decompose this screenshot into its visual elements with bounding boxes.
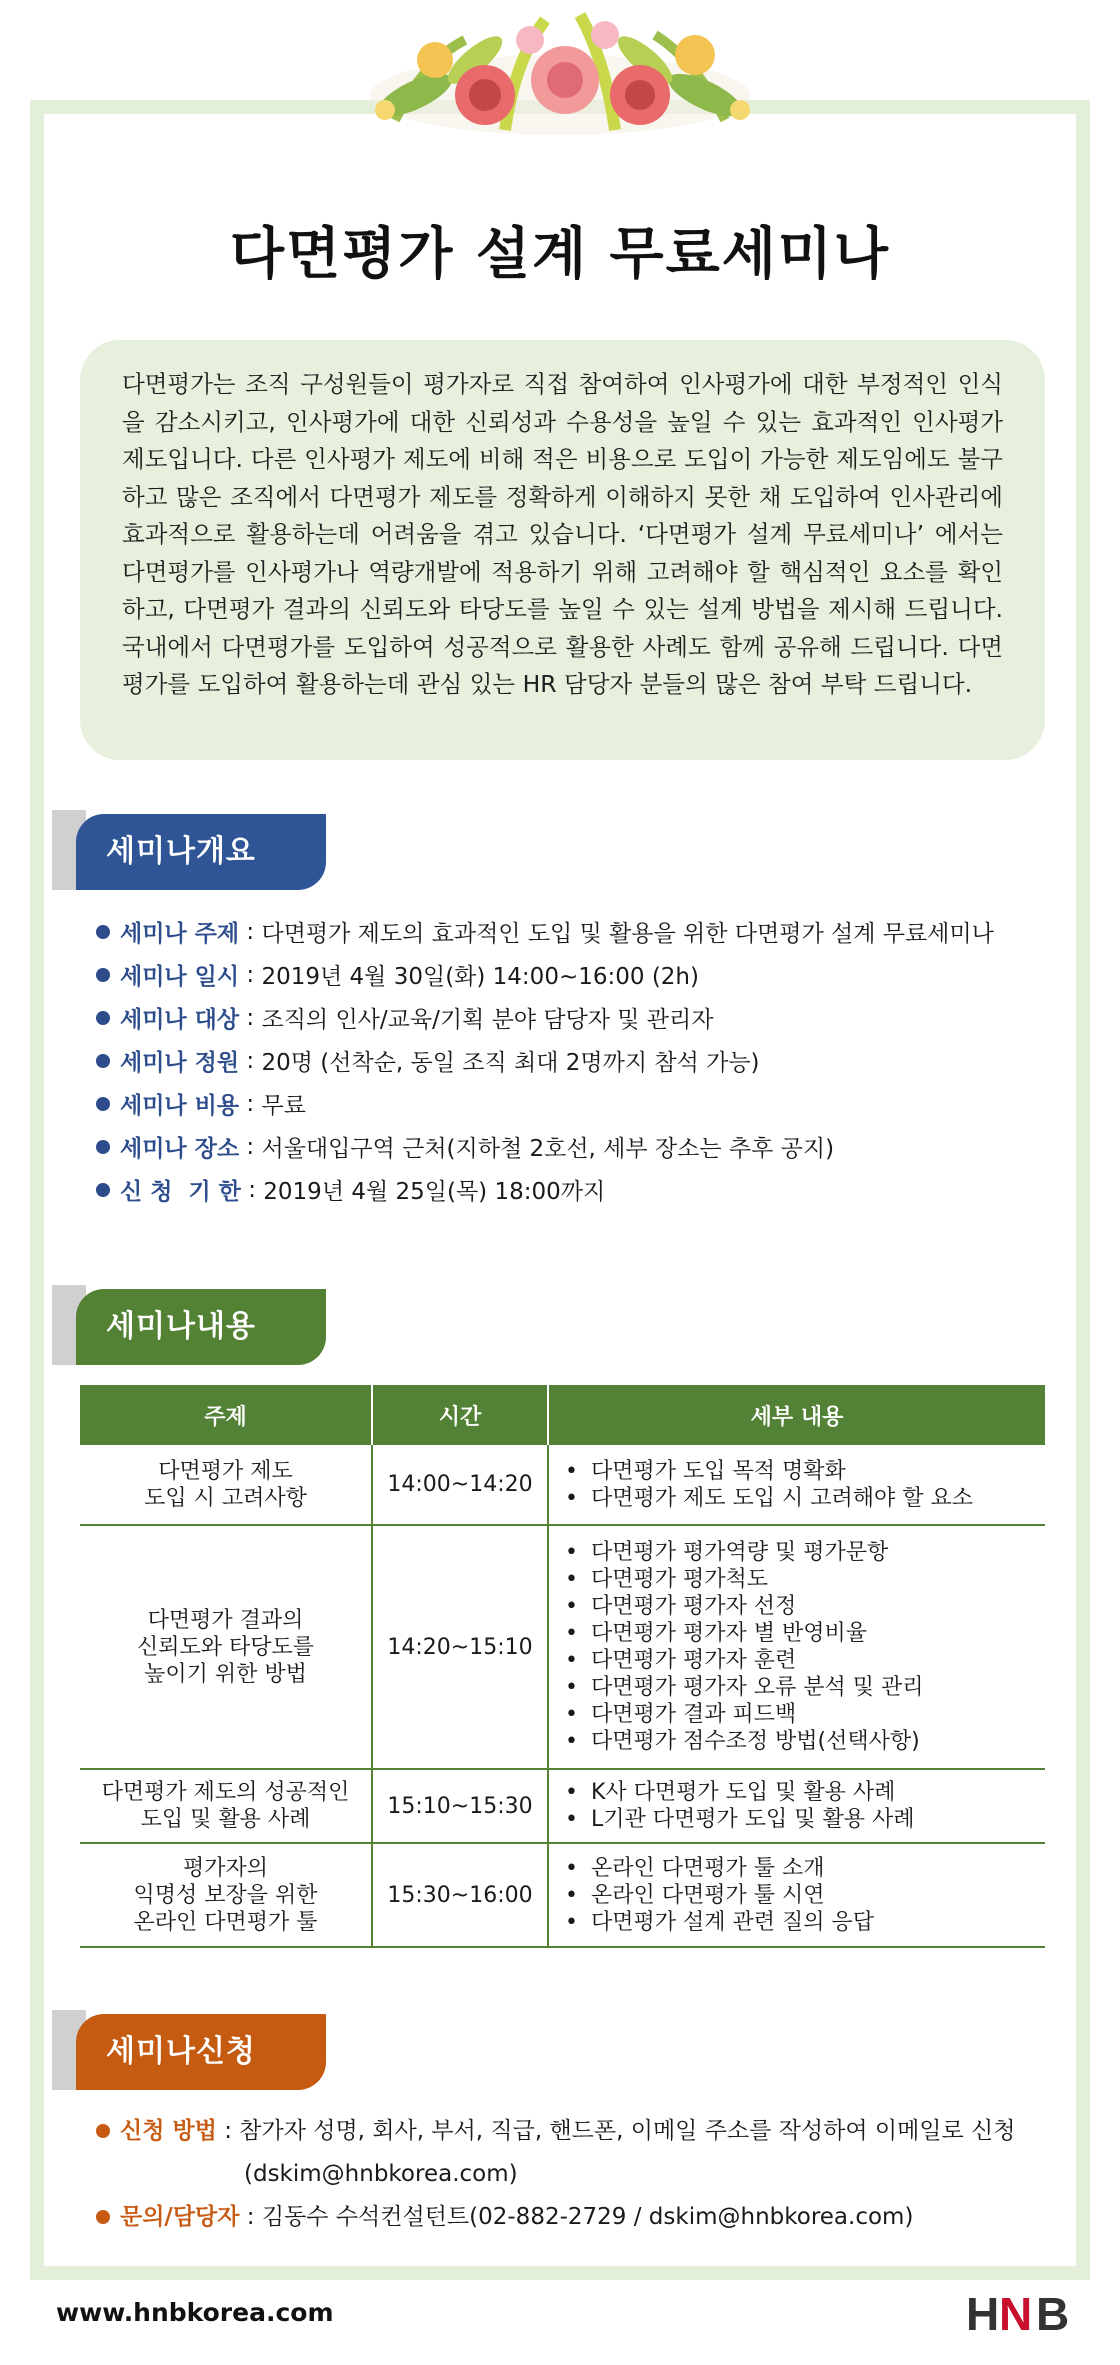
bullet-icon [96, 1183, 110, 1197]
svg-text:B: B [1036, 2288, 1070, 2336]
list-item: • 다면평가 평가자 오류 분석 및 관리 [561, 1674, 1039, 1701]
section-header-overview [52, 810, 332, 890]
list-item: • 다면평가 평가자 선정 [561, 1593, 1039, 1620]
section-label: 세미나내용 [76, 1289, 326, 1365]
bullet-icon [96, 1097, 110, 1111]
detail-cell [548, 1769, 1045, 1843]
list-item: • 다면평가 설계 관련 질의 응답 [561, 1909, 1039, 1936]
bullet-icon [96, 2210, 110, 2224]
overview-item-datetime: 세미나 일시 : 2019년 4월 30일(화) 14:00~16:00 (2h) [96, 953, 994, 996]
list-item: • 다면평가 제도 도입 시 고려해야 할 요소 [561, 1485, 1039, 1512]
overview-item-audience: 세미나 대상 : 조직의 인사/교육/기획 분야 담당자 및 관리자 [96, 996, 994, 1039]
time-cell: 14:20~15:10 [372, 1525, 548, 1769]
time-cell: 15:30~16:00 [372, 1843, 548, 1947]
flower-bouquet-illustration [355, 0, 765, 150]
time-cell: 14:00~14:20 [372, 1445, 548, 1525]
table-row [80, 1445, 1045, 1525]
list-item: • K사 다면평가 도입 및 활용 사례 [561, 1779, 1039, 1806]
section-header-apply [52, 2010, 332, 2090]
topic-cell: 평가자의 익명성 보장을 위한 온라인 다면평가 툴 [80, 1843, 372, 1947]
apply-info [96, 2110, 1056, 2239]
apply-email: (dskim@hnbkorea.com) [244, 2161, 518, 2187]
hnb-logo [966, 2288, 1078, 2336]
bullet-icon [96, 968, 110, 982]
list-item: • L기관 다면평가 도입 및 활용 사례 [561, 1806, 1039, 1833]
detail-cell [548, 1525, 1045, 1769]
topic-cell: 다면평가 제도 도입 시 고려사항 [80, 1445, 372, 1525]
list-item: • 다면평가 평가역량 및 평가문항 [561, 1539, 1039, 1566]
list-item: • 다면평가 평가자 별 반영비율 [561, 1620, 1039, 1647]
bullet-icon [96, 1140, 110, 1154]
intro-paragraph: 다면평가는 조직 구성원들이 평가자로 직접 참여하여 인사평가에 대한 부정적인 인식을 감소시키고, 인사평가에 대한 신뢰성과 수용성을 높일 수 있는 효과적인 인사평가 제도입니다. 다른 인사평가 제도에 비해 적은 비용으로 도입이 가능한 제도임에도 불구하고 많은 조직에서 다면평가 제도를 정확하게 이해하지 못한 채 도입하여 인사관리에 효과적으로 활용하는데 어려움을 겪고 있습니다. ‘다면평가 설계 무료세미나’ 에서는 다면평가를 인사평가나 역량개발에 적용하기 위해 고려해야 할 핵심적인 요소를 확인하고, 다면평가 결과의 신뢰도와 타당도를 높일 수 있는 설계 방법을 제시해 드립니다. 국내에서 다면평가를 도입하여 성공적으로 활용한 사례도 함께 공유해 드립니다. 다면평가를 도입하여 활용하는데 관심 있는 HR 담당자 분들의 많은 참여 부탁 드립니다. [80, 340, 1045, 760]
svg-text:N: N [999, 2288, 1031, 2336]
table-row [80, 1843, 1045, 1947]
topic-cell: 다면평가 결과의 신뢰도와 타당도를 높이기 위한 방법 [80, 1525, 372, 1769]
list-item: • 온라인 다면평가 툴 소개 [561, 1855, 1039, 1882]
list-item: • 다면평가 평가자 훈련 [561, 1647, 1039, 1674]
overview-item-deadline: 신 청 기 한 : 2019년 4월 25일(목) 18:00까지 [96, 1168, 994, 1211]
page-title: 다면평가 설계 무료세미나 [229, 222, 891, 287]
header-detail: 세부 내용 [548, 1385, 1045, 1445]
schedule-table [80, 1385, 1045, 1948]
list-item: • 다면평가 평가척도 [561, 1566, 1039, 1593]
section-label: 세미나개요 [76, 814, 326, 890]
section-header-content [52, 1285, 332, 1365]
overview-list [96, 910, 994, 1211]
table-row [80, 1769, 1045, 1843]
header-time: 시간 [372, 1385, 548, 1445]
apply-method: 신청 방법 : 참가자 성명, 회사, 부서, 직급, 핸드폰, 이메일 주소를 작성하여 이메일로 신청 [96, 2110, 1056, 2153]
list-item: • 온라인 다면평가 툴 시연 [561, 1882, 1039, 1909]
bullet-icon [96, 2124, 110, 2138]
header-topic: 주제 [80, 1385, 372, 1445]
detail-cell [548, 1445, 1045, 1525]
list-item: • 다면평가 점수조정 방법(선택사항) [561, 1728, 1039, 1755]
bullet-icon [96, 1011, 110, 1025]
table-row [80, 1525, 1045, 1769]
apply-contact: 문의/담당자 : 김동수 수석컨설턴트(02-882-2729 / dskim@hnbkorea.com) [96, 2196, 1056, 2239]
overview-item-topic: 세미나 주제 : 다면평가 제도의 효과적인 도입 및 활용을 위한 다면평가 설계 무료세미나 [96, 910, 994, 953]
website-link[interactable]: www.hnbkorea.com [56, 2298, 334, 2327]
table-header-row [80, 1385, 1045, 1445]
overview-item-cost: 세미나 비용 : 무료 [96, 1082, 994, 1125]
overview-item-location: 세미나 장소 : 서울대입구역 근처(지하철 2호선, 세부 장소는 추후 공지) [96, 1125, 994, 1168]
time-cell: 15:10~15:30 [372, 1769, 548, 1843]
svg-text:H: H [966, 2288, 998, 2336]
section-label: 세미나신청 [76, 2014, 326, 2090]
bullet-icon [96, 925, 110, 939]
list-item: • 다면평가 결과 피드백 [561, 1701, 1039, 1728]
detail-cell [548, 1843, 1045, 1947]
overview-item-capacity: 세미나 정원 : 20명 (선착순, 동일 조직 최대 2명까지 참석 가능) [96, 1039, 994, 1082]
topic-cell: 다면평가 제도의 성공적인 도입 및 활용 사례 [80, 1769, 372, 1843]
list-item: • 다면평가 도입 목적 명확화 [561, 1458, 1039, 1485]
bullet-icon [96, 1054, 110, 1068]
